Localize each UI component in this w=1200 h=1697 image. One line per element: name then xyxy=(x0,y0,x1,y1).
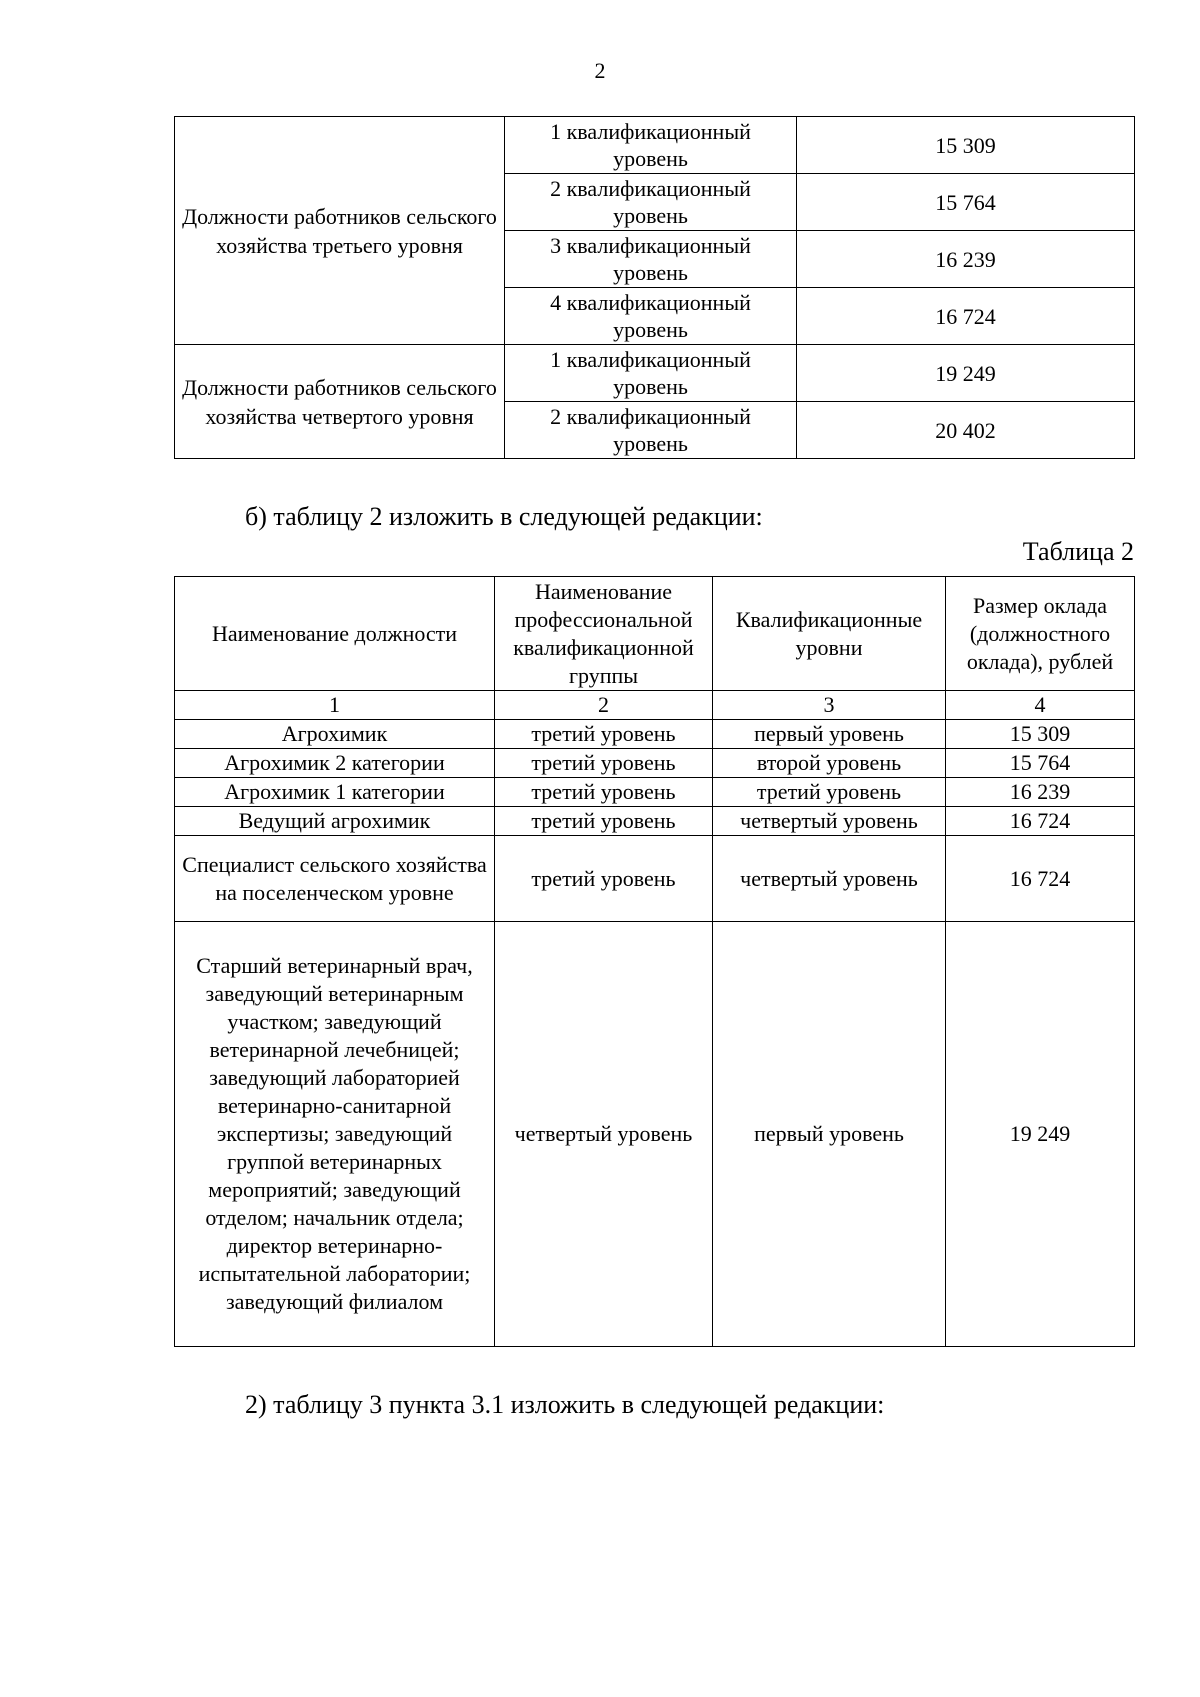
column-number: 3 xyxy=(713,691,946,720)
salary-table-2 xyxy=(174,576,1135,1347)
qualification-level-cell: 1 квалификационный уровень xyxy=(505,345,797,402)
header-salary: Размер оклада (должностного оклада), рублей xyxy=(946,577,1135,691)
qualification-level-cell: 4 квалификационный уровень xyxy=(505,288,797,345)
table-header-row xyxy=(175,577,1135,691)
salary-cell: 20 402 xyxy=(797,402,1135,459)
table-row xyxy=(175,117,1135,174)
column-number: 2 xyxy=(495,691,713,720)
salary-cell: 16 724 xyxy=(946,807,1135,836)
salary-cell: 19 249 xyxy=(797,345,1135,402)
paragraph-b: б) таблицу 2 изложить в следующей редакции: xyxy=(245,502,763,531)
level-cell: четвертый уровень xyxy=(713,836,946,922)
salary-cell: 15 309 xyxy=(797,117,1135,174)
position-cell: Агрохимик 2 категории xyxy=(175,749,495,778)
group-name-cell: Должности работников сельского хозяйства третьего уровня xyxy=(175,117,505,345)
salary-cell: 15 309 xyxy=(946,720,1135,749)
level-cell: второй уровень xyxy=(713,749,946,778)
page-number: 2 xyxy=(594,58,606,83)
position-cell: Агрохимик 1 категории xyxy=(175,778,495,807)
table-row xyxy=(175,720,1135,749)
group-cell: третий уровень xyxy=(495,720,713,749)
salary-cell: 16 724 xyxy=(946,836,1135,922)
salary-cell: 15 764 xyxy=(797,174,1135,231)
table-row xyxy=(175,836,1135,922)
qualification-level-cell: 2 квалификационный уровень xyxy=(505,402,797,459)
table-row xyxy=(175,749,1135,778)
salary-cell: 16 724 xyxy=(797,288,1135,345)
column-number: 4 xyxy=(946,691,1135,720)
header-qualification-levels: Квалификационные уровни xyxy=(713,577,946,691)
table-row xyxy=(175,778,1135,807)
group-cell: третий уровень xyxy=(495,836,713,922)
qualification-level-cell: 1 квалификационный уровень xyxy=(505,117,797,174)
salary-cell: 16 239 xyxy=(946,778,1135,807)
salary-cell: 15 764 xyxy=(946,749,1135,778)
table-2-label: Таблица 2 xyxy=(1022,537,1134,566)
salary-table-continuation xyxy=(174,116,1135,459)
table-row xyxy=(175,345,1135,402)
position-cell: Специалист сельского хозяйства на поселенческом уровне xyxy=(175,836,495,922)
level-cell: четвертый уровень xyxy=(713,807,946,836)
header-position: Наименование должности xyxy=(175,577,495,691)
group-name-cell: Должности работников сельского хозяйства четвертого уровня xyxy=(175,345,505,459)
column-number-row xyxy=(175,691,1135,720)
group-cell: третий уровень xyxy=(495,807,713,836)
position-cell: Ведущий агрохимик xyxy=(175,807,495,836)
position-cell: Старший ветеринарный врач, заведующий ветеринарным участком; заведующий ветеринарной лечебницей; заведующий лабораторией ветеринарно-санитарной экспертизы; заведующий группой ветеринарных мероприятий; заведующий отделом; начальник отдела; директор ветеринарно-испытательной лаборатории; заведующий филиалом xyxy=(175,922,495,1347)
column-number: 1 xyxy=(175,691,495,720)
qualification-level-cell: 2 квалификационный уровень xyxy=(505,174,797,231)
level-cell: первый уровень xyxy=(713,720,946,749)
group-cell: третий уровень xyxy=(495,749,713,778)
group-cell: третий уровень xyxy=(495,778,713,807)
salary-cell: 16 239 xyxy=(797,231,1135,288)
paragraph-2: 2) таблицу 3 пункта 3.1 изложить в следующей редакции: xyxy=(245,1390,885,1419)
group-cell: четвертый уровень xyxy=(495,922,713,1347)
qualification-level-cell: 3 квалификационный уровень xyxy=(505,231,797,288)
level-cell: первый уровень xyxy=(713,922,946,1347)
header-professional-group: Наименование профессиональной квалификационной группы xyxy=(495,577,713,691)
position-cell: Агрохимик xyxy=(175,720,495,749)
table-row xyxy=(175,922,1135,1347)
table-row xyxy=(175,807,1135,836)
salary-cell: 19 249 xyxy=(946,922,1135,1347)
level-cell: третий уровень xyxy=(713,778,946,807)
